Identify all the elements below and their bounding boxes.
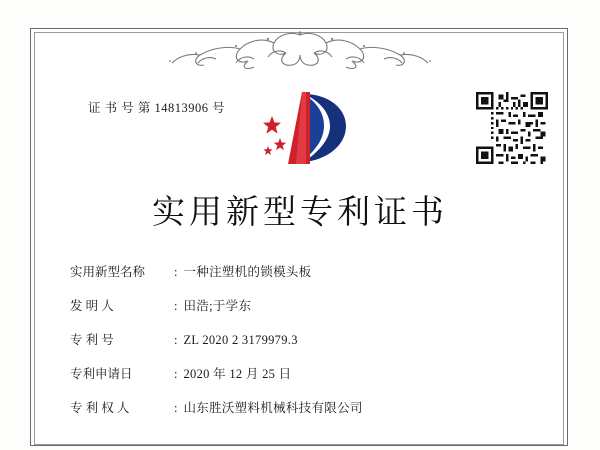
field-row [70, 262, 540, 280]
field-value: 一种注塑机的锁模头板 [183, 265, 312, 279]
field-label: 发 明 人 [70, 299, 114, 313]
field-label: 专 利 权 人 [70, 401, 130, 415]
field-separator: : [174, 401, 178, 415]
field-value: 2020 年 12 月 25 日 [183, 367, 292, 381]
field-value: 山东胜沃塑料机械科技有限公司 [183, 401, 363, 415]
field-value: ZL 2020 2 3179979.3 [183, 333, 298, 347]
field-label: 专利申请日 [70, 367, 133, 381]
field-value: 田浩;于学东 [183, 299, 252, 313]
field-row [70, 398, 540, 416]
field-separator: : [174, 299, 178, 313]
field-row [70, 364, 540, 382]
field-separator: : [174, 367, 178, 381]
certificate-number: 证 书 号 第 14813906 号 [88, 101, 226, 115]
qr-code-icon [476, 92, 548, 164]
page-title: 实用新型专利证书 [152, 195, 448, 231]
field-row [70, 330, 540, 348]
certificate-fields [70, 262, 540, 432]
field-row [70, 296, 540, 314]
field-label: 专 利 号 [70, 333, 114, 347]
field-label: 实用新型名称 [70, 265, 146, 279]
field-separator: : [174, 333, 178, 347]
patent-logo-icon [258, 88, 350, 168]
field-separator: : [174, 265, 178, 279]
